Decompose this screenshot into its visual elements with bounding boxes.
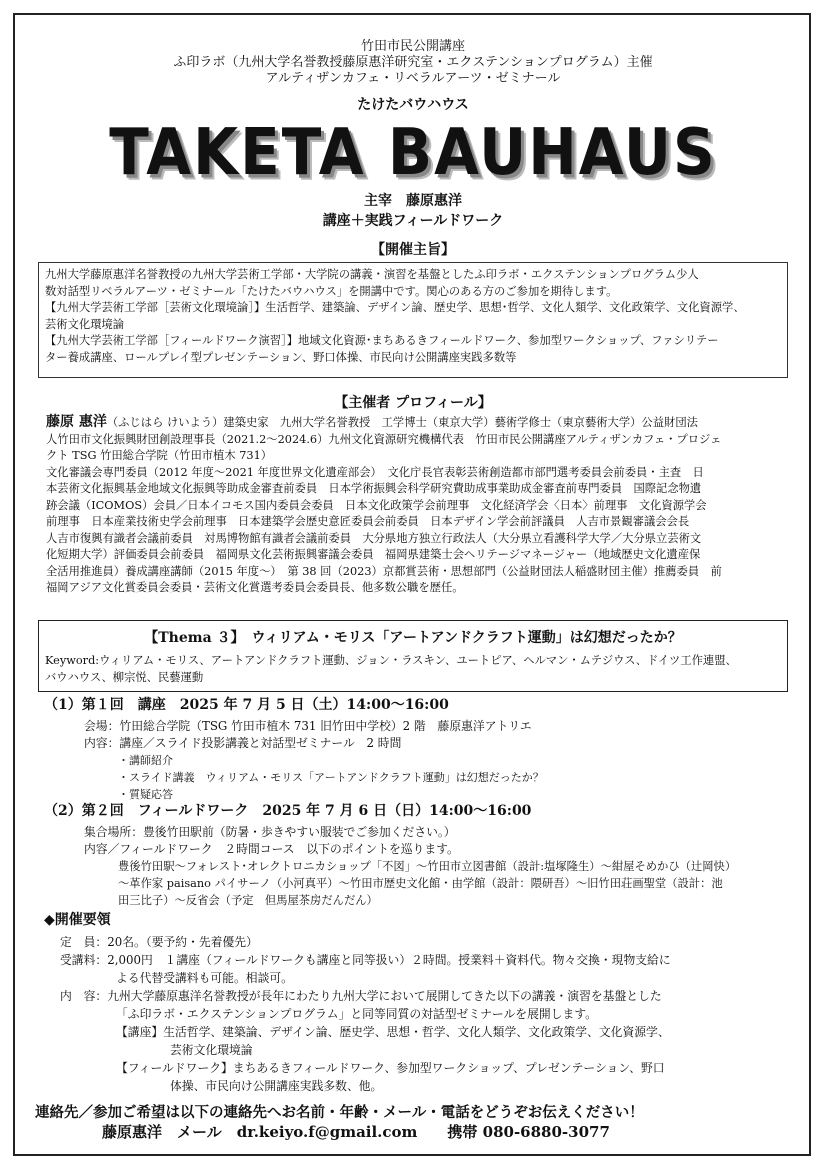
host-line: 主宰 藤原惠洋	[364, 193, 462, 209]
profile-text	[40, 414, 802, 597]
session2-route: 田三比子）〜反省会（予定 但馬屋茶房だんだん）	[118, 894, 378, 907]
outline-fee: 受講料：2,000円 １講座（フィールドワークも講座と同等扱い）２時間。授業料＋資料代。物々交換・現物支給に	[60, 953, 671, 967]
profile-line: 文化審議会専門委員（2012 年度〜2021 年度世界文化遺産部会） 文化庁長官表彰芸術創造都市部門選考委員会前委員・主査 日	[46, 465, 704, 479]
thema-keyword-2: バウハウス、柳宗悦、民藝運動	[45, 670, 204, 684]
session1-heading: （1）第１回 講座 2025 年 7 月 5 日（土）14:00〜16:00	[44, 697, 449, 713]
purpose-line: 九州大学藤原惠洋名誉教授の九州大学芸術工学部・大学院の講義・演習を基盤としたふ印ラボ・エクステンションプログラム少人	[45, 268, 699, 281]
outline-field: 体操、市民向け公開講座実践多数、他。	[170, 1079, 383, 1093]
purpose-line: 芸術文化環境論	[45, 317, 125, 331]
purpose-line: ター養成講座、ロールプレイ型プレゼンテーション、野口体操、市民向け公開講座実践多数等	[45, 350, 517, 364]
main-title: TAKETA BAUHAUS	[109, 114, 717, 190]
session1-item: ・スライド講義 ウィリアム・モリス「アートアンドクラフト運動」は幻想だったか？	[118, 771, 544, 784]
contact-line-1: 連絡先／参加ご希望は以下の連絡先へお名前・年齢・メール・電話をどうぞお伝えください！	[35, 1104, 644, 1121]
session1-item: ・講師紹介	[118, 754, 173, 767]
outline-content: 「ふ印ラボ・エクステンションプログラム」と同等同質の対話型ゼミナールを展開します。	[116, 1007, 597, 1021]
profile-line: 人吉市復興有識者会議前委員 対馬博物館有識者会議前委員 大分県地方独立行政法人（大分県立看護科学大学／大分県立芸術文	[46, 531, 702, 545]
contact-line-2[interactable]: 藤原惠洋 メール dr.keiyo.f@gmail.com 携帯 080-6880-3077	[102, 1123, 610, 1141]
profile-line: 前理事 日本産業技術史学会前理事 日本建築学会歴史意匠委員会前委員 日本デザイン学会前評議員 人吉市景観審議会会長	[46, 515, 690, 528]
purpose-text	[39, 263, 787, 366]
outline-lecture: 【講座】生活哲学、建築論、デザイン論、歴史学、思想・哲学、文化人類学、文化政策学、文化資源学、	[116, 1025, 670, 1039]
purpose-line: 【九州大学芸術工学部［フィールドワーク演習］】地域文化資源･まちあるきフィールドワーク、参加型ワークショップ、ファシリテー	[45, 334, 719, 347]
thema-box	[38, 620, 788, 692]
outline-content: 内 容：九州大学藤原惠洋名誉教授が長年にわたり九州大学において展開してきた以下の講義・演習を基盤とした	[60, 989, 662, 1003]
session1-venue: 会場：竹田総合学院（TSG 竹田市植木 731 旧竹田中学校）2 階 藤原惠洋アトリエ	[84, 719, 532, 733]
kana-title: たけたバウハウス	[357, 97, 469, 113]
profile-line: （ふじはら けいよう）建築史家 九州大学名誉教授 工学博士（東京大学）藝術学修士（東京藝術大学）公益財団法	[106, 416, 698, 429]
header-line-2: ふ印ラボ（九州大学名誉教授藤原惠洋研究室・エクステンションプログラム）主催	[173, 55, 653, 70]
outline-lecture: 芸術文化環境論	[170, 1043, 253, 1057]
profile-line: 全活用推進員）養成講座講師（2015 年度〜） 第 38 回（2023）京都賞芸術・思想部門（公益財団法人稲盛財団主催）推薦委員 前	[46, 564, 722, 578]
purpose-line: 【九州大学芸術工学部［芸術文化環境論］】生活哲学、建築論、デザイン論、歴史学、思想･哲学、文化人類学、文化政策学、文化資源学、	[45, 301, 745, 314]
session2-heading: （2）第２回 フィールドワーク 2025 年 7 月 6 日（日）14:00〜16:00	[44, 803, 532, 819]
purpose-heading: 【開催主旨】	[371, 242, 455, 258]
session2-content: 内容／フィールドワーク ２時間コース 以下のポイントを巡ります。	[84, 842, 459, 856]
profile-line: 本芸術文化振興基金地域文化振興等助成金審査前委員 日本学術振興会科学研究費助成事業助成金審査前専門委員 国際記念物遺	[46, 482, 702, 495]
purpose-box	[38, 262, 788, 378]
profile-heading: 【主催者 プロフィール】	[334, 395, 492, 411]
thema-heading: 【Thema ３】 ウィリアム・モリス「アートアンドクラフト運動」は幻想だったか？	[144, 630, 682, 646]
session1-content: 内容：講座／スライド投影講義と対話型ゼミナール 2 時間	[84, 736, 402, 750]
profile-line: 福岡アジア文化賞委員会委員・芸術文化賞選考委員会委員長、他多数公職を歴任。	[46, 581, 464, 594]
course-line: 講座＋実践フィールドワーク	[322, 213, 504, 229]
profile-line: 跡会議（ICOMOS）会員／日本イコモス国内委員会委員 日本文化政策学会前理事 文化経済学会〈日本〉前理事 文化資源学会	[46, 498, 707, 512]
outline-heading: ◆開催要領	[44, 912, 111, 928]
profile-line: 人竹田市文化振興財団創設理事長（2021.2〜2024.6）九州文化資源研究機構代表 竹田市民公開講座アルティザンカフェ・プロジェ	[46, 432, 722, 446]
outline-capacity: 定 員：20名。（要予約・先着優先）	[60, 935, 258, 949]
profile-name: 藤原 惠洋	[46, 414, 107, 430]
session2-route: 〜革作家 paisano パイサーノ（小河真平）〜竹田市歴史文化館・由学館（設計：隈研吾）〜旧竹田荘画聖堂（設計：池	[118, 877, 723, 890]
outline-fee: よる代替受講料も可能。相談可。	[116, 971, 293, 985]
purpose-line: 数対話型リベラルアーツ・ゼミナール「たけたバウハウス」を開講中です。関心のある方のご参加を期待します。	[45, 284, 618, 298]
profile-line: クト TSG 竹田総合学院（竹田市植木 731）	[46, 449, 273, 462]
session2-route: 豊後竹田駅〜フォレスト･オレクトロニカショップ「不図」〜竹田市立図書館（設計:塩塚隆生）〜紺屋そめかひ（辻岡快）	[118, 860, 737, 873]
profile-line: 化短期大学）評価委員会前委員 福岡県文化芸術振興審議会委員 福岡県建築士会ヘリテージマネージャー（地域歴史文化遺産保	[46, 548, 701, 561]
outline-field: 【フィールドワーク】まちあるきフィールドワーク、参加型ワークショップ、プレゼンテーション、野口	[116, 1061, 665, 1075]
session1-item: ・質疑応答	[118, 788, 173, 801]
session2-meet: 集合場所：豊後竹田駅前（防暑・歩きやすい服装でご参加ください。）	[84, 825, 456, 839]
header-line-3: アルティザンカフェ・リベラルアーツ・ゼミナール	[265, 71, 561, 86]
header-line-1: 竹田市民公開講座	[360, 39, 465, 54]
thema-keyword-1: Keyword:ウィリアム・モリス、アートアンドクラフト運動、ジョン・ラスキン、ユートピア、ヘルマン・ムテジウス、ドイツ工作連盟、	[45, 654, 737, 667]
